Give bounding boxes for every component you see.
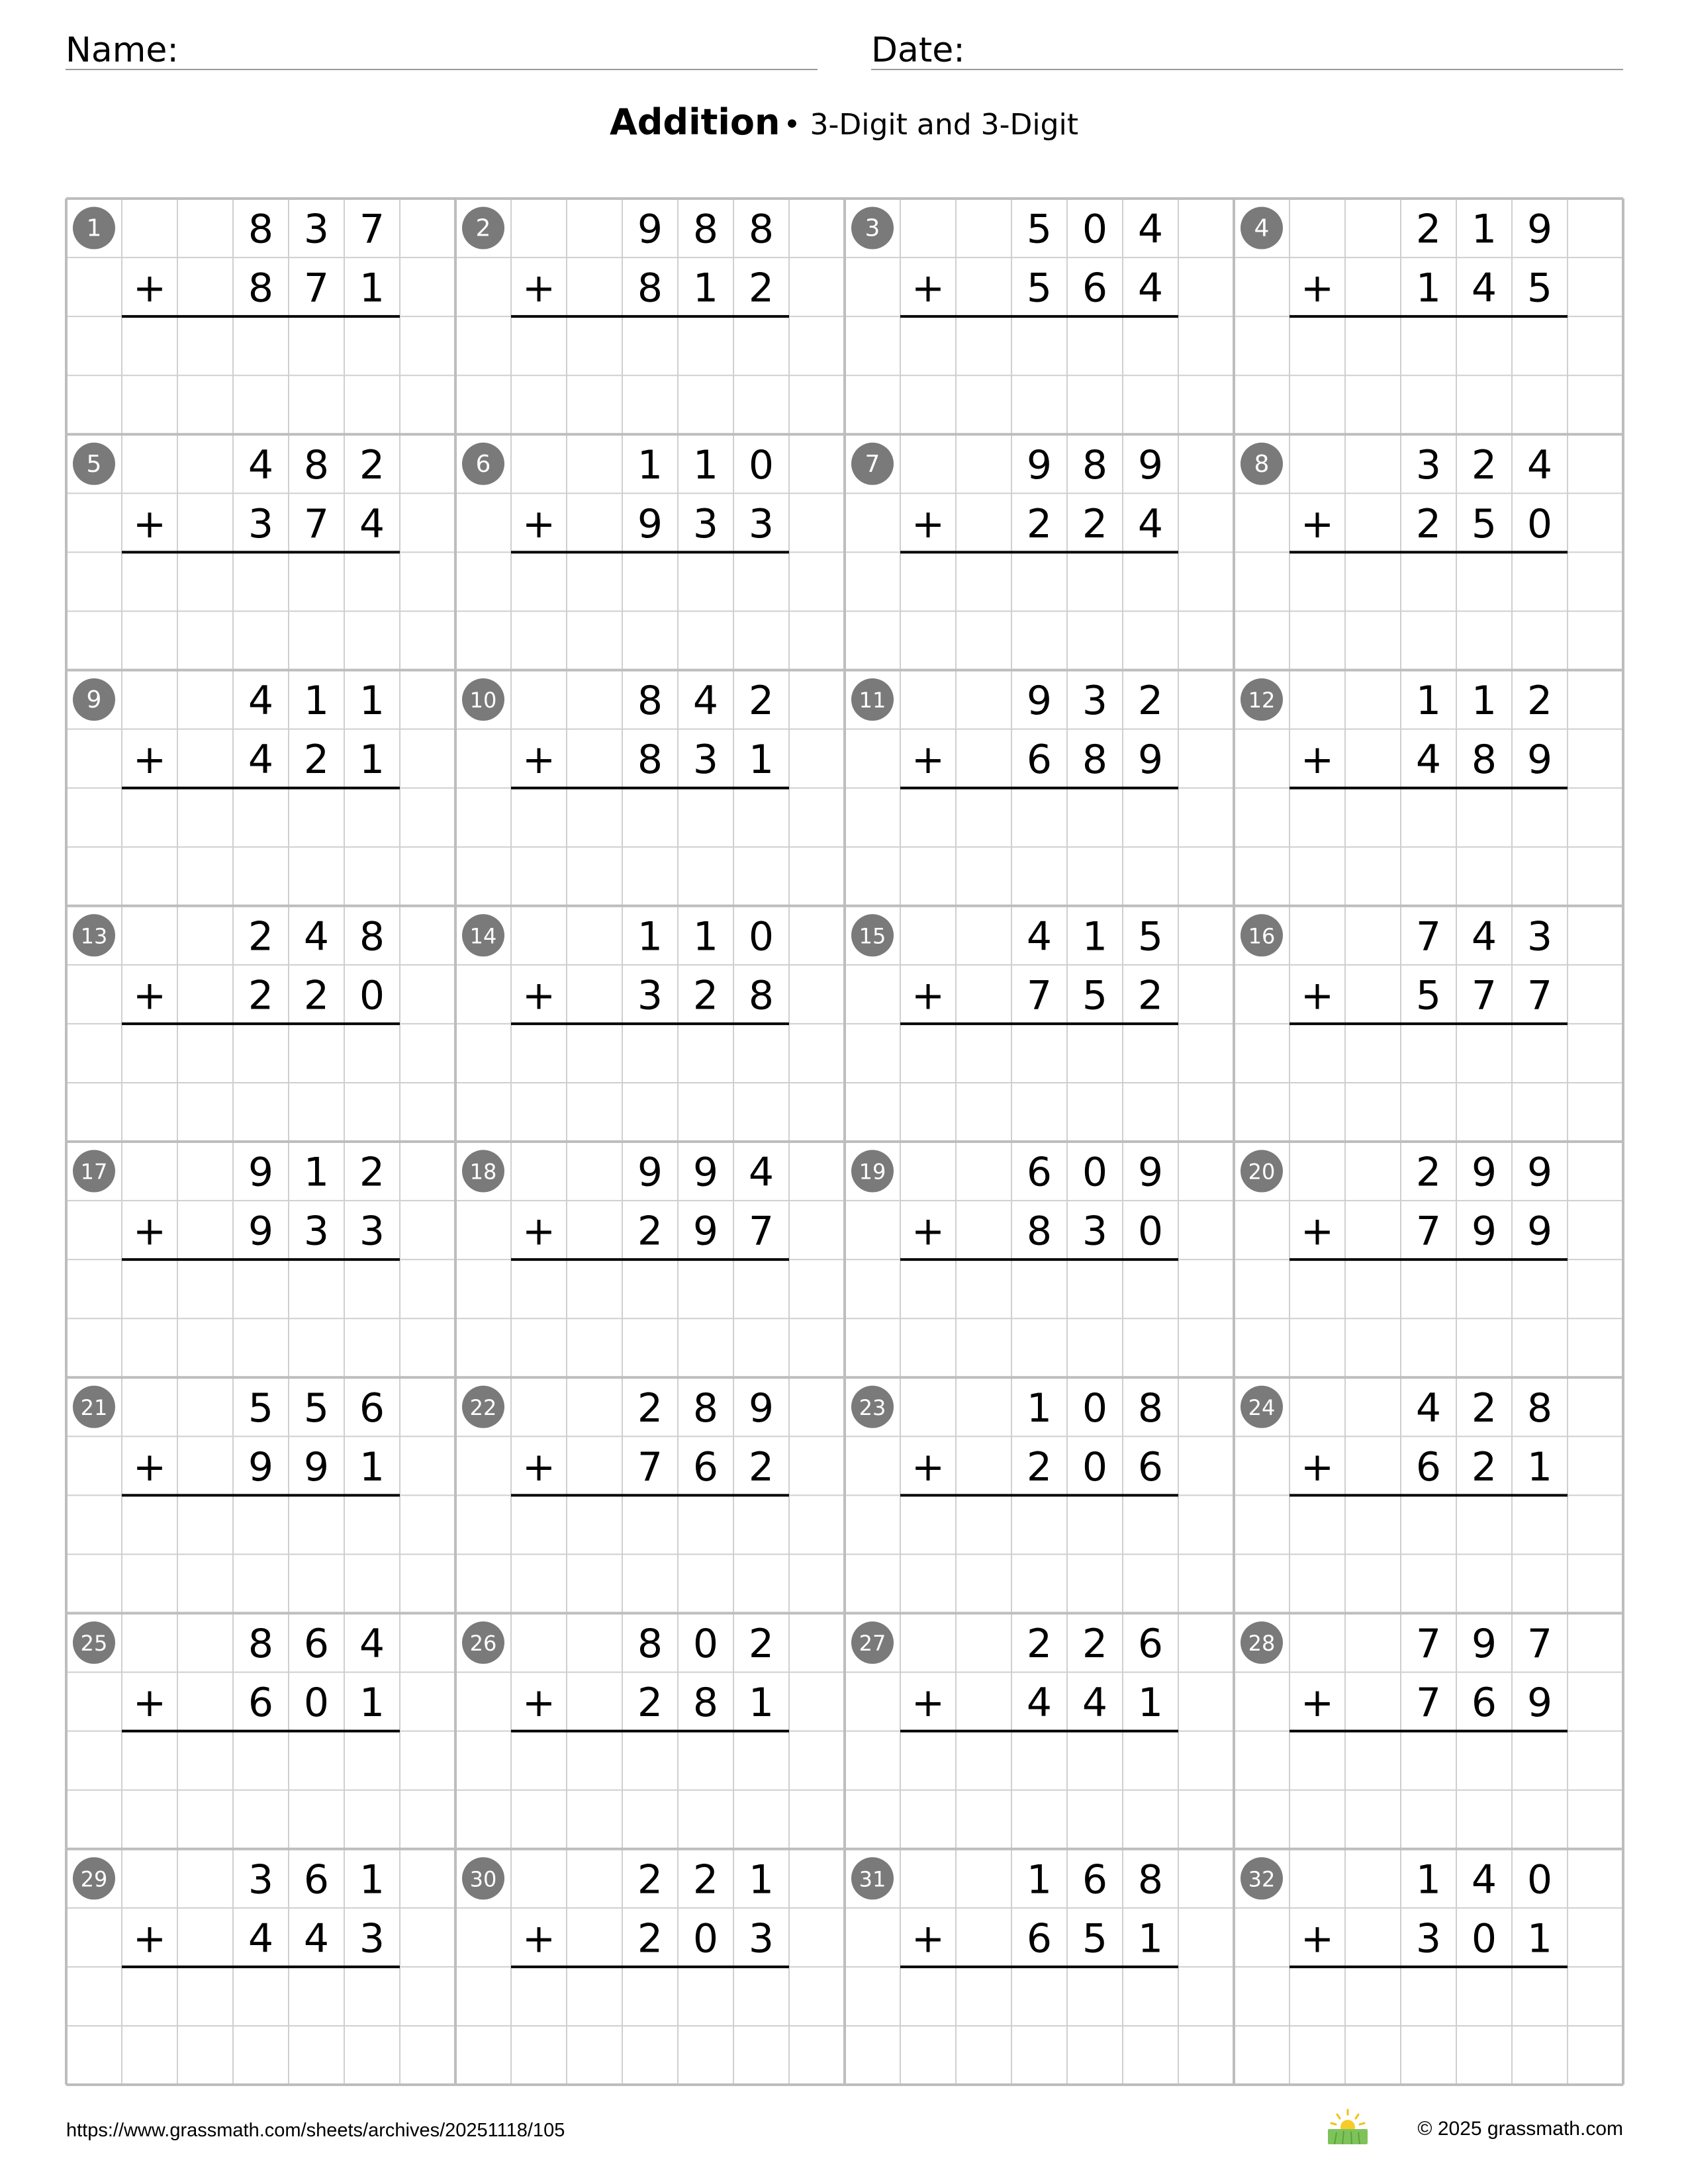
bottom-digit: 4 (1026, 1680, 1053, 1727)
bottom-digit: 7 (1526, 972, 1553, 1019)
bottom-digit: 4 (248, 1915, 274, 1962)
top-digit: 2 (1082, 1621, 1108, 1668)
top-digit: 2 (1026, 1621, 1053, 1668)
problem-number: 32 (1248, 1866, 1276, 1892)
top-digit: 9 (637, 1149, 663, 1196)
bottom-digit: 8 (748, 972, 774, 1019)
top-digit: 8 (1137, 1385, 1164, 1432)
bottom-digit: 1 (359, 1443, 385, 1490)
footer-url: https://www.grassmath.com/sheets/archives/20251118/105 (66, 2120, 565, 2141)
plus-sign: + (911, 1443, 945, 1490)
top-digit: 0 (1082, 1149, 1108, 1196)
bottom-digit: 2 (1471, 1443, 1497, 1490)
grass-logo-icon (1328, 2109, 1368, 2144)
bottom-digit: 3 (1082, 1208, 1108, 1255)
top-digit: 3 (1526, 913, 1553, 960)
bottom-digit: 0 (692, 1915, 719, 1962)
problem-number: 14 (469, 923, 497, 949)
top-digit: 9 (1137, 441, 1164, 488)
bottom-digit: 4 (1415, 737, 1442, 784)
top-digit: 1 (303, 678, 330, 725)
bottom-digit: 7 (303, 500, 330, 547)
plus-sign: + (1300, 1208, 1335, 1255)
plus-sign: + (1300, 500, 1335, 547)
bottom-digit: 0 (1082, 1443, 1108, 1490)
bottom-digit: 2 (303, 972, 330, 1019)
top-digit: 1 (637, 441, 663, 488)
bottom-digit: 0 (1526, 500, 1553, 547)
problem-number: 1 (86, 214, 102, 242)
bottom-digit: 6 (1026, 737, 1053, 784)
problem-number: 22 (469, 1394, 497, 1420)
name-label: Name: (66, 30, 179, 70)
plus-sign: + (132, 1915, 167, 1962)
bottom-digit: 2 (637, 1915, 663, 1962)
bottom-digit: 7 (1415, 1680, 1442, 1727)
plus-sign: + (132, 737, 167, 784)
plus-sign: + (1300, 1915, 1335, 1962)
top-digit: 1 (1415, 678, 1442, 725)
bottom-digit: 9 (248, 1208, 274, 1255)
bottom-digit: 1 (1137, 1915, 1164, 1962)
bottom-digit: 4 (248, 737, 274, 784)
plus-sign: + (911, 1680, 945, 1727)
bottom-digit: 1 (692, 265, 719, 312)
top-digit: 4 (1471, 1856, 1497, 1903)
problem-number: 5 (86, 450, 102, 478)
bottom-digit: 8 (1471, 737, 1497, 784)
bottom-digit: 3 (303, 1208, 330, 1255)
top-digit: 1 (692, 441, 719, 488)
bottom-digit: 6 (1026, 1915, 1053, 1962)
top-digit: 8 (248, 206, 274, 253)
top-digit: 4 (692, 678, 719, 725)
top-digit: 2 (637, 1385, 663, 1432)
top-digit: 3 (248, 1856, 274, 1903)
plus-sign: + (1300, 737, 1335, 784)
bottom-digit: 6 (1137, 1443, 1164, 1490)
problem-number: 19 (859, 1159, 886, 1185)
top-digit: 2 (248, 913, 274, 960)
plus-sign: + (911, 972, 945, 1019)
bottom-digit: 9 (303, 1443, 330, 1490)
problem-number: 23 (859, 1394, 886, 1420)
problem-number: 16 (1248, 923, 1276, 949)
top-digit: 1 (692, 913, 719, 960)
bottom-digit: 9 (637, 500, 663, 547)
top-digit: 2 (1137, 678, 1164, 725)
plus-sign: + (522, 1443, 556, 1490)
problem-number: 13 (80, 923, 108, 949)
top-digit: 2 (692, 1856, 719, 1903)
plus-sign: + (1300, 265, 1335, 312)
top-digit: 0 (1526, 1856, 1553, 1903)
bottom-digit: 3 (248, 500, 274, 547)
top-digit: 1 (303, 1149, 330, 1196)
plus-sign: + (911, 500, 945, 547)
top-digit: 3 (1415, 441, 1442, 488)
plus-sign: + (911, 737, 945, 784)
top-digit: 2 (1415, 206, 1442, 253)
bottom-digit: 3 (359, 1208, 385, 1255)
bottom-digit: 1 (748, 1680, 774, 1727)
bottom-digit: 6 (692, 1443, 719, 1490)
top-digit: 3 (303, 206, 330, 253)
bottom-digit: 6 (1082, 265, 1108, 312)
bottom-digit: 8 (692, 1680, 719, 1727)
top-digit: 9 (637, 206, 663, 253)
top-digit: 6 (1137, 1621, 1164, 1668)
problem-number: 28 (1248, 1631, 1276, 1657)
top-digit: 8 (1082, 441, 1108, 488)
top-digit: 9 (692, 1149, 719, 1196)
top-digit: 0 (1082, 1385, 1108, 1432)
plus-sign: + (911, 265, 945, 312)
bottom-digit: 4 (359, 500, 385, 547)
top-digit: 6 (303, 1621, 330, 1668)
top-digit: 6 (1082, 1856, 1108, 1903)
bottom-digit: 8 (637, 265, 663, 312)
bottom-digit: 2 (748, 1443, 774, 1490)
top-digit: 1 (1026, 1856, 1053, 1903)
bottom-digit: 3 (748, 1915, 774, 1962)
plus-sign: + (522, 1680, 556, 1727)
problem-number: 20 (1248, 1159, 1276, 1185)
bottom-digit: 2 (1415, 500, 1442, 547)
bottom-digit: 1 (748, 737, 774, 784)
bottom-digit: 5 (1415, 972, 1442, 1019)
bottom-digit: 7 (748, 1208, 774, 1255)
bottom-digit: 5 (1026, 265, 1053, 312)
bottom-digit: 2 (748, 265, 774, 312)
bottom-digit: 3 (1415, 1915, 1442, 1962)
top-digit: 1 (1415, 1856, 1442, 1903)
bottom-digit: 7 (1026, 972, 1053, 1019)
top-digit: 4 (248, 678, 274, 725)
top-digit: 8 (692, 206, 719, 253)
bottom-digit: 1 (1526, 1443, 1553, 1490)
bottom-digit: 2 (692, 972, 719, 1019)
top-digit: 5 (1026, 206, 1053, 253)
bottom-digit: 5 (1082, 972, 1108, 1019)
top-digit: 7 (1526, 1621, 1553, 1668)
bottom-digit: 2 (1026, 500, 1053, 547)
bottom-digit: 9 (1526, 1680, 1553, 1727)
bottom-digit: 2 (637, 1208, 663, 1255)
bottom-digit: 8 (248, 265, 274, 312)
problem-number: 9 (86, 686, 102, 714)
bottom-digit: 2 (248, 972, 274, 1019)
plus-sign: + (1300, 1443, 1335, 1490)
bottom-digit: 1 (1415, 265, 1442, 312)
bottom-digit: 0 (1137, 1208, 1164, 1255)
problem-number: 15 (859, 923, 886, 949)
bottom-digit: 7 (1471, 972, 1497, 1019)
top-digit: 2 (1471, 1385, 1497, 1432)
problem-number: 6 (475, 450, 491, 478)
bottom-digit: 7 (1415, 1208, 1442, 1255)
top-digit: 1 (1471, 678, 1497, 725)
bottom-digit: 3 (692, 737, 719, 784)
bottom-digit: 1 (1526, 1915, 1553, 1962)
top-digit: 9 (248, 1149, 274, 1196)
top-digit: 7 (1415, 1621, 1442, 1668)
problem-number: 31 (859, 1866, 886, 1892)
top-digit: 8 (248, 1621, 274, 1668)
top-digit: 1 (1471, 206, 1497, 253)
top-digit: 3 (1082, 678, 1108, 725)
bottom-digit: 9 (1526, 1208, 1553, 1255)
problem-number: 30 (469, 1866, 497, 1892)
problem-number: 11 (859, 688, 886, 713)
bottom-digit: 2 (1026, 1443, 1053, 1490)
bottom-digit: 9 (692, 1208, 719, 1255)
bottom-digit: 9 (1471, 1208, 1497, 1255)
footer-copyright: © 2025 grassmath.com (1417, 2118, 1623, 2140)
plus-sign: + (132, 1680, 167, 1727)
top-digit: 6 (303, 1856, 330, 1903)
plus-sign: + (132, 265, 167, 312)
top-digit: 9 (1137, 1149, 1164, 1196)
problem-number: 29 (80, 1866, 108, 1892)
top-digit: 5 (1137, 913, 1164, 960)
top-digit: 2 (637, 1856, 663, 1903)
plus-sign: + (132, 500, 167, 547)
bottom-digit: 8 (1082, 737, 1108, 784)
problem-number: 10 (469, 688, 497, 713)
bottom-digit: 4 (1137, 265, 1164, 312)
title-text: Addition (609, 101, 780, 143)
plus-sign: + (911, 1208, 945, 1255)
top-digit: 1 (748, 1856, 774, 1903)
bottom-digit: 3 (359, 1915, 385, 1962)
bottom-digit: 2 (1082, 500, 1108, 547)
top-digit: 4 (359, 1621, 385, 1668)
top-digit: 0 (692, 1621, 719, 1668)
date-label: Date: (871, 30, 965, 70)
plus-sign: + (522, 1208, 556, 1255)
top-digit: 7 (1415, 913, 1442, 960)
bottom-digit: 3 (748, 500, 774, 547)
top-digit: 8 (359, 913, 385, 960)
top-digit: 5 (248, 1385, 274, 1432)
bottom-digit: 9 (1137, 737, 1164, 784)
plus-sign: + (522, 500, 556, 547)
bottom-digit: 4 (303, 1915, 330, 1962)
bottom-digit: 9 (248, 1443, 274, 1490)
top-digit: 2 (359, 1149, 385, 1196)
bottom-digit: 5 (1082, 1915, 1108, 1962)
bottom-digit: 6 (1415, 1443, 1442, 1490)
top-digit: 1 (1082, 913, 1108, 960)
bottom-digit: 0 (359, 972, 385, 1019)
top-digit: 9 (1526, 206, 1553, 253)
bottom-digit: 1 (359, 737, 385, 784)
problem-number: 25 (80, 1631, 108, 1657)
bottom-digit: 7 (637, 1443, 663, 1490)
bottom-digit: 5 (1526, 265, 1553, 312)
top-digit: 1 (359, 1856, 385, 1903)
top-digit: 9 (1471, 1149, 1497, 1196)
top-digit: 9 (1526, 1149, 1553, 1196)
top-digit: 0 (748, 913, 774, 960)
bottom-digit: 8 (1026, 1208, 1053, 1255)
top-digit: 8 (1526, 1385, 1553, 1432)
top-digit: 6 (359, 1385, 385, 1432)
bottom-digit: 0 (1471, 1915, 1497, 1962)
bottom-digit: 8 (637, 737, 663, 784)
plus-sign: + (132, 972, 167, 1019)
top-digit: 2 (1415, 1149, 1442, 1196)
top-digit: 4 (1526, 441, 1553, 488)
top-digit: 0 (1082, 206, 1108, 253)
bottom-digit: 2 (303, 737, 330, 784)
top-digit: 1 (637, 913, 663, 960)
top-digit: 1 (359, 678, 385, 725)
subtitle-text: • 3-Digit and 3-Digit (783, 108, 1079, 142)
top-digit: 1 (1026, 1385, 1053, 1432)
bottom-digit: 1 (359, 265, 385, 312)
plus-sign: + (1300, 1680, 1335, 1727)
bottom-digit: 4 (1471, 265, 1497, 312)
top-digit: 9 (748, 1385, 774, 1432)
top-digit: 2 (1526, 678, 1553, 725)
problem-number: 26 (469, 1631, 497, 1657)
top-digit: 9 (1026, 678, 1053, 725)
bottom-digit: 2 (1137, 972, 1164, 1019)
top-digit: 8 (303, 441, 330, 488)
top-digit: 0 (748, 441, 774, 488)
problem-number: 7 (865, 450, 880, 478)
bottom-digit: 6 (1471, 1680, 1497, 1727)
top-digit: 8 (692, 1385, 719, 1432)
top-digit: 2 (748, 1621, 774, 1668)
top-digit: 4 (303, 913, 330, 960)
bottom-digit: 6 (248, 1680, 274, 1727)
bottom-digit: 4 (1137, 500, 1164, 547)
problem-number: 27 (859, 1631, 886, 1657)
top-digit: 4 (1137, 206, 1164, 253)
bottom-digit: 2 (637, 1680, 663, 1727)
plus-sign: + (522, 737, 556, 784)
bottom-digit: 5 (1471, 500, 1497, 547)
bottom-digit: 9 (1526, 737, 1553, 784)
bottom-digit: 1 (1137, 1680, 1164, 1727)
top-digit: 4 (748, 1149, 774, 1196)
plus-sign: + (522, 1915, 556, 1962)
plus-sign: + (911, 1915, 945, 1962)
plus-sign: + (132, 1208, 167, 1255)
bottom-digit: 0 (303, 1680, 330, 1727)
top-digit: 9 (1026, 441, 1053, 488)
problem-number: 4 (1254, 214, 1270, 242)
top-digit: 7 (359, 206, 385, 253)
top-digit: 5 (303, 1385, 330, 1432)
problem-number: 2 (475, 214, 491, 242)
problem-number: 21 (80, 1394, 108, 1420)
plus-sign: + (132, 1443, 167, 1490)
bottom-digit: 4 (1082, 1680, 1108, 1727)
top-digit: 2 (748, 678, 774, 725)
problem-number: 24 (1248, 1394, 1276, 1420)
top-digit: 2 (359, 441, 385, 488)
problem-number: 18 (469, 1159, 497, 1185)
top-digit: 4 (248, 441, 274, 488)
bottom-digit: 1 (359, 1680, 385, 1727)
top-digit: 8 (1137, 1856, 1164, 1903)
top-digit: 4 (1471, 913, 1497, 960)
top-digit: 4 (1415, 1385, 1442, 1432)
top-digit: 8 (748, 206, 774, 253)
bottom-digit: 3 (637, 972, 663, 1019)
problem-number: 3 (865, 214, 880, 242)
problem-number: 12 (1248, 688, 1276, 713)
top-digit: 2 (1471, 441, 1497, 488)
top-digit: 4 (1026, 913, 1053, 960)
problem-number: 17 (80, 1159, 108, 1185)
plus-sign: + (1300, 972, 1335, 1019)
bottom-digit: 7 (303, 265, 330, 312)
plus-sign: + (522, 972, 556, 1019)
top-digit: 9 (1471, 1621, 1497, 1668)
bottom-digit: 3 (692, 500, 719, 547)
plus-sign: + (522, 265, 556, 312)
top-digit: 8 (637, 678, 663, 725)
problem-number: 8 (1254, 450, 1270, 478)
top-digit: 6 (1026, 1149, 1053, 1196)
top-digit: 8 (637, 1621, 663, 1668)
